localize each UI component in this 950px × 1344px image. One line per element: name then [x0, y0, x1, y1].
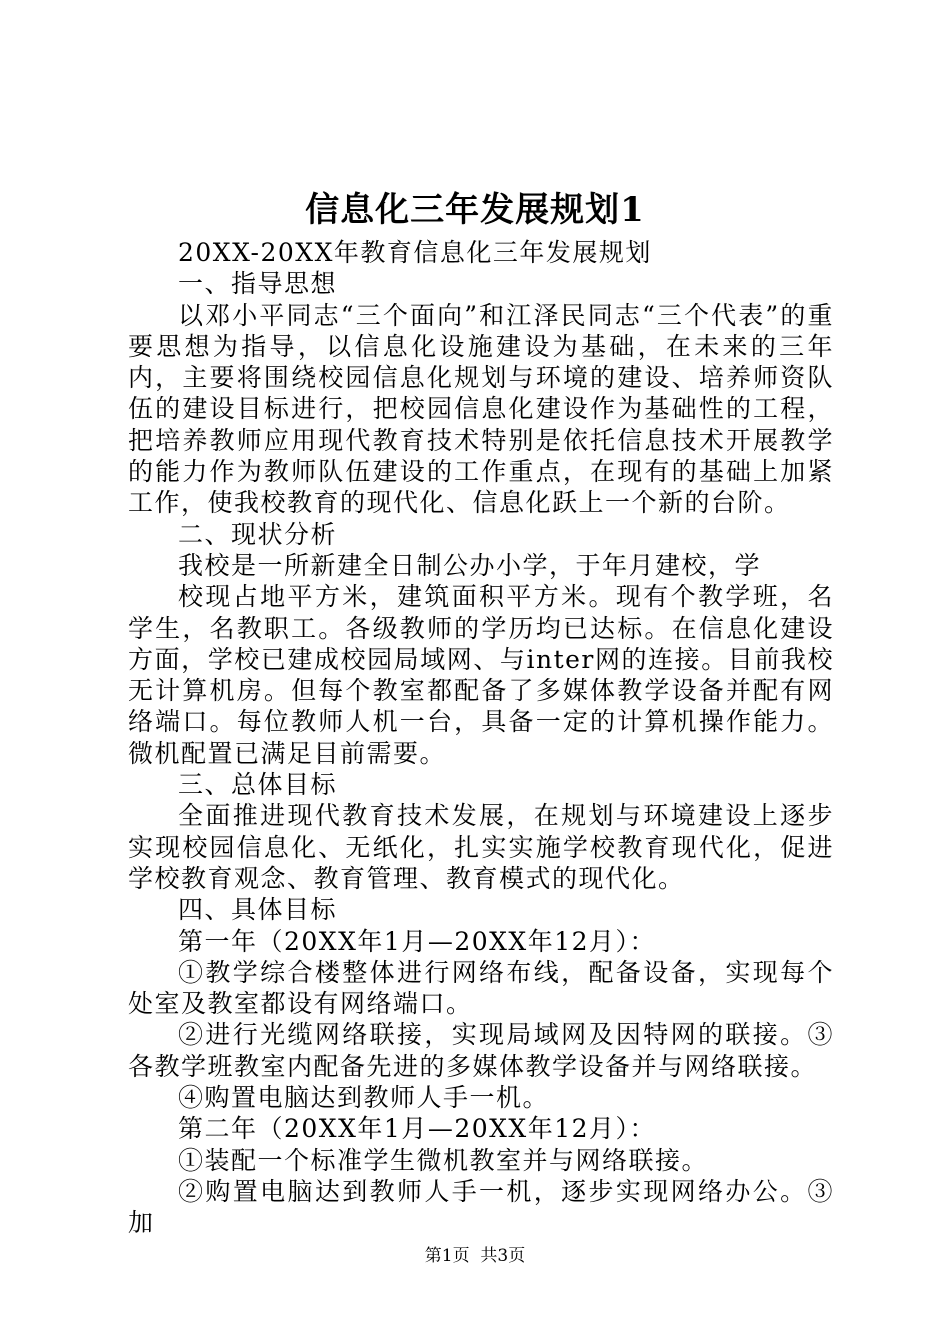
list-item: ①装配一个标准学生微机教室并与网络联接。 [178, 1145, 709, 1175]
body-paragraph: 以邓小平同志“三个面向”和江泽民同志“三个代表”的重要思想为指导，以信息化设施建设为基础，在未来的三年内，主要将围绕校园信息化规划与环境的建设、培养师资队伍的建设目标进行，把校园信息化建设作为基础性的工程，把培养教师应用现代教育技术特别是依托信息技术开展教学的能力作为教师队伍建设的工作重点，在现有的基础上加紧工作，使我校教育的现代化、信息化跃上一个新的台阶。 [128, 300, 834, 518]
page-total: 共3页 [480, 1246, 526, 1266]
page-number: 第1页 [424, 1246, 470, 1266]
list-item: ④购置电脑达到教师人手一机。 [178, 1083, 550, 1113]
section-heading-1: 一、指导思想 [178, 269, 338, 299]
list-item: ②购置电脑达到教师人手一机，逐步实现网络办公。③加 [128, 1176, 834, 1238]
body-paragraph: 全面推进现代教育技术发展，在规划与环境建设上逐步实现校园信息化、无纸化，扎实实施学校教育现代化，促进学校教育观念、教育管理、教育模式的现代化。 [128, 801, 834, 893]
subtitle-paragraph: 20XX-20XX年教育信息化三年发展规划 [178, 238, 652, 267]
section-heading-4: 四、具体目标 [178, 895, 338, 925]
list-item: ②进行光缆网络联接，实现局域网及因特网的联接。③各教学班教室内配备先进的多媒体教学设备并与网络联接。 [128, 1020, 834, 1081]
year-heading-2: 第二年（20XX年1月—20XX年12月）： [178, 1114, 657, 1144]
list-item: ①教学综合楼整体进行网络布线，配备设备，实现每个处室及教室都设有网络端口。 [128, 957, 834, 1019]
document-body [128, 237, 834, 1239]
body-paragraph: 校现占地平方米，建筑面积平方米。现有个教学班，名学生，名教职工。各级教师的学历均已达标。在信息化建设方面，学校已建成校园局域网、与inter网的连接。目前我校无计算机房。但每个教室都配备了多媒体教学设备并配有网络端口。每位教师人机一台，具备一定的计算机操作能力。微机配置已满足目前需要。 [128, 582, 834, 768]
section-heading-2: 二、现状分析 [178, 519, 338, 549]
document-title: 信息化三年发展规划1 [305, 190, 645, 230]
page-footer [0, 1244, 950, 1268]
section-heading-3: 三、总体目标 [178, 770, 338, 800]
body-paragraph: 我校是一所新建全日制公办小学，于年月建校，学 [178, 550, 762, 580]
year-heading-1: 第一年（20XX年1月—20XX年12月）： [178, 926, 657, 956]
